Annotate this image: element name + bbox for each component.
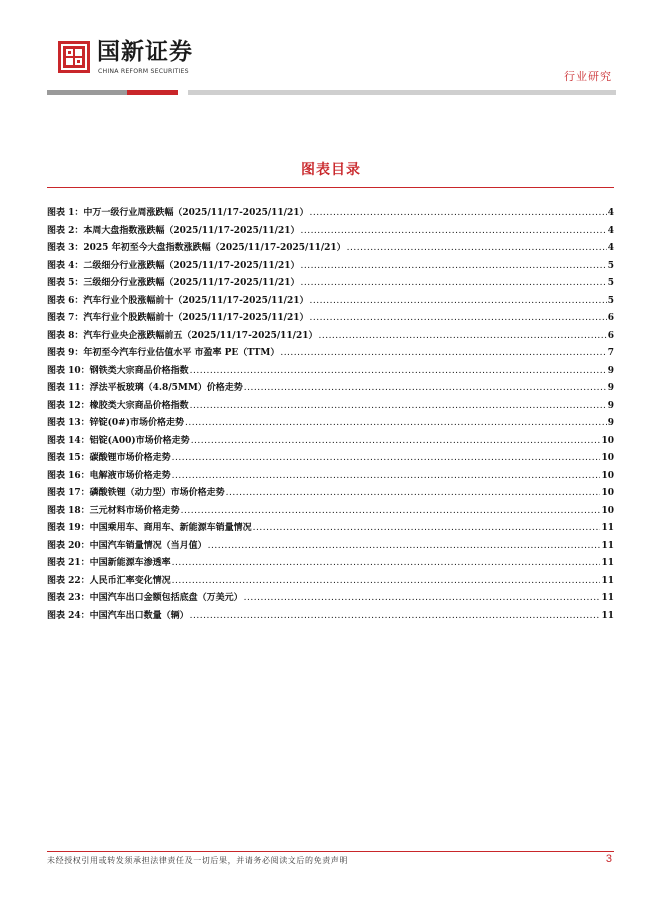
toc-item-page: 11	[601, 558, 614, 568]
toc-item-label: 图表 12：橡胶类大宗商品价格指数	[47, 400, 189, 411]
toc-item[interactable]	[47, 433, 614, 451]
toc-item-page: 10	[601, 488, 614, 498]
toc-leader-dots	[309, 313, 606, 323]
toc-item[interactable]	[47, 380, 614, 398]
toc-leader-dots	[172, 471, 601, 481]
toc-item[interactable]	[47, 485, 614, 503]
toc-item-label: 图表 13：锌锭(0#)市场价格走势	[47, 418, 184, 428]
toc-item-label: 图表 19：中国乘用车、商用车、新能源车销量情况	[47, 523, 252, 533]
company-logo-icon	[58, 41, 90, 73]
toc-item-label: 图表 1：中万一级行业周涨跌幅（2025/11/17-2025/11/21）	[47, 208, 309, 218]
toc-item[interactable]	[47, 468, 614, 486]
toc-item-page: 4	[607, 208, 614, 218]
brand-name-cn: 国新证券	[97, 39, 193, 65]
toc-leader-dots	[190, 366, 607, 376]
toc-item-page: 10	[601, 470, 614, 481]
toc-item[interactable]	[47, 590, 614, 608]
toc-item[interactable]	[47, 310, 614, 328]
toc-item-page: 10	[601, 435, 614, 446]
toc-item-page: 9	[607, 365, 614, 376]
toc-item-label: 图表 16：电解液市场价格走势	[47, 470, 171, 481]
toc-leader-dots	[208, 541, 601, 551]
toc-item-page: 6	[607, 313, 614, 323]
toc-item[interactable]	[47, 240, 614, 258]
toc-item[interactable]	[47, 415, 614, 433]
toc-item[interactable]	[47, 293, 614, 311]
toc-item-label: 图表 15：碳酸锂市场价格走势	[47, 453, 171, 463]
toc-leader-dots	[191, 436, 601, 446]
toc-item-label: 图表 6：汽车行业个股涨幅前十（2025/11/17-2025/11/21）	[47, 295, 309, 306]
toc-item-label: 图表 22：人民币汇率变化情况	[47, 575, 171, 586]
toc-item-page: 6	[607, 330, 614, 341]
toc-item[interactable]	[47, 205, 614, 223]
toc-item[interactable]	[47, 503, 614, 521]
toc-item-label: 图表 2：本周大盘指数涨跌幅（2025/11/17-2025/11/21）	[47, 225, 300, 236]
toc-item-label: 图表 17：磷酸铁锂（动力型）市场价格走势	[47, 488, 225, 498]
toc-item-page: 11	[601, 575, 614, 586]
toc-item-label: 图表 5：三级细分行业涨跌幅（2025/11/17-2025/11/21）	[47, 278, 300, 288]
toc-item-label: 图表 21：中国新能源车渗透率	[47, 558, 171, 568]
toc-item-label: 图表 20：中国汽车销量情况（当月值）	[47, 540, 207, 551]
header-bar-light	[188, 90, 616, 95]
toc-item-page: 7	[607, 348, 614, 358]
toc-item[interactable]	[47, 275, 614, 293]
toc-item-label: 图表 10：钢铁类大宗商品价格指数	[47, 365, 189, 376]
toc-leader-dots	[244, 593, 601, 603]
footer-divider	[47, 851, 614, 852]
toc-item-label: 图表 3：2025 年初至今大盘指数涨跌幅（2025/11/17-2025/11/21）	[47, 243, 346, 253]
toc-leader-dots	[172, 453, 601, 463]
toc-leader-dots	[181, 506, 601, 516]
toc-leader-dots	[347, 243, 607, 253]
toc-leader-dots	[190, 611, 601, 621]
toc-item-page: 4	[607, 225, 614, 236]
toc-item[interactable]	[47, 345, 614, 363]
toc-item[interactable]	[47, 328, 614, 346]
toc-leader-dots	[280, 348, 606, 358]
brand-name-en: CHINA REFORM SECURITIES	[98, 68, 189, 75]
toc-leader-dots	[190, 401, 607, 411]
toc-item[interactable]	[47, 223, 614, 241]
toc-item-label: 图表 9：年初至今汽车行业估值水平 市盈率 PE（TTM）	[47, 348, 280, 358]
toc-item[interactable]	[47, 363, 614, 381]
toc-item-label: 图表 4：二级细分行业涨跌幅（2025/11/17-2025/11/21）	[47, 260, 300, 271]
toc-title: 图表目录	[301, 162, 361, 178]
toc-item-page: 9	[607, 383, 614, 393]
toc-leader-dots	[244, 383, 607, 393]
toc-item-page: 11	[601, 593, 614, 603]
toc-item-page: 5	[607, 278, 614, 288]
header-bar-red	[127, 90, 178, 95]
toc-leader-dots	[172, 576, 601, 586]
report-category: 行业研究	[564, 70, 612, 83]
toc-item-page: 10	[601, 453, 614, 463]
toc-item-label: 图表 7：汽车行业个股跌幅前十（2025/11/17-2025/11/21）	[47, 313, 309, 323]
page-number: 3	[605, 853, 612, 865]
toc-leader-dots	[300, 278, 606, 288]
toc-item-label: 图表 8：汽车行业央企涨跌幅前五（2025/11/17-2025/11/21）	[47, 330, 318, 341]
toc-divider	[47, 187, 614, 188]
toc-item-label: 图表 18：三元材料市场价格走势	[47, 505, 180, 516]
toc-item-page: 9	[607, 400, 614, 411]
toc-item-label: 图表 24：中国汽车出口数量（辆）	[47, 610, 189, 621]
toc-item-page: 11	[601, 540, 614, 551]
toc-item[interactable]	[47, 608, 614, 626]
toc-item[interactable]	[47, 573, 614, 591]
toc-leader-dots	[185, 418, 607, 428]
toc-leader-dots	[226, 488, 601, 498]
toc-item-page: 4	[607, 243, 614, 253]
toc-leader-dots	[309, 296, 606, 306]
toc-leader-dots	[318, 331, 606, 341]
toc-item-label: 图表 23：中国汽车出口金额包括底盘（万美元）	[47, 593, 243, 603]
toc-item[interactable]	[47, 398, 614, 416]
page-header	[0, 0, 662, 100]
toc-list	[47, 205, 614, 625]
toc-item-page: 10	[601, 505, 614, 516]
toc-item-page: 11	[601, 610, 614, 621]
toc-leader-dots	[253, 523, 601, 533]
header-bar-gray	[47, 90, 127, 95]
toc-item[interactable]	[47, 538, 614, 556]
toc-item-page: 5	[607, 260, 614, 271]
toc-item-page: 11	[601, 523, 614, 533]
toc-item-page: 9	[607, 418, 614, 428]
toc-leader-dots	[172, 558, 601, 568]
toc-item-label: 图表 11：浮法平板玻璃（4.8/5MM）价格走势	[47, 383, 243, 393]
toc-item-page: 5	[607, 295, 614, 306]
toc-item[interactable]	[47, 450, 614, 468]
toc-leader-dots	[300, 226, 606, 236]
toc-item[interactable]	[47, 258, 614, 276]
toc-item[interactable]	[47, 520, 614, 538]
toc-leader-dots	[300, 261, 606, 271]
toc-leader-dots	[309, 208, 606, 218]
footer-disclaimer: 未经授权引用或转发须承担法律责任及一切后果，并请务必阅读文后的免责声明	[47, 856, 348, 865]
toc-item-label: 图表 14：铝锭(A00)市场价格走势	[47, 435, 190, 446]
toc-item[interactable]	[47, 555, 614, 573]
